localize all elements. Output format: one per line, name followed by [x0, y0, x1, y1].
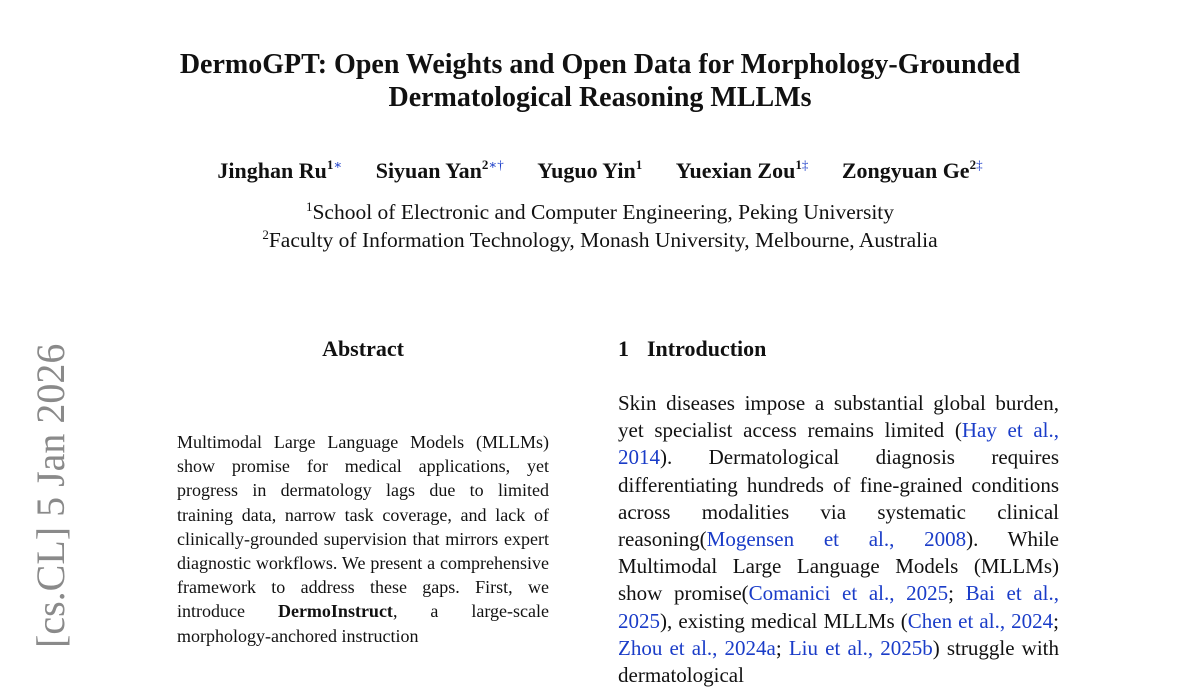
abstract-heading: Abstract [322, 336, 404, 361]
author-note-link[interactable]: ∗† [488, 157, 504, 172]
affiliation-text: Faculty of Information Technology, Monash University, Melbourne, Australia [268, 228, 938, 252]
citation-link[interactable]: Mogensen et al., 2008 [706, 527, 967, 552]
author-name: Zongyuan Ge [841, 158, 970, 183]
abstract-text-cont: , a large-scale morphology-anchored instruction [177, 601, 549, 646]
author-affil-sup: 1 [326, 157, 334, 172]
intro-text: ) struggle with dermatological [618, 635, 1060, 688]
affiliation-sup: 2 [262, 227, 269, 242]
intro-text: ). Dermatological diagnosis requires differentiating hundreds of fine-grained conditions across modalities via systematic clinical reasoning( [618, 445, 1059, 552]
affiliation-sup: 1 [305, 199, 313, 214]
citation-link[interactable]: Zhou et al., 2024a [618, 635, 776, 660]
citation-link[interactable]: Chen et al., 2024 [907, 608, 1054, 633]
citation-link[interactable]: Hay et al., 2014 [618, 418, 1059, 470]
affiliation [0, 226, 1200, 254]
author-affil-sup: 2 [481, 157, 489, 172]
section-heading-introduction [618, 336, 766, 362]
introduction-body [618, 390, 1059, 689]
intro-text: Skin diseases impose a substantial global burden, yet specialist access remains limited ( [618, 391, 1059, 443]
intro-text: ), existing medical MLLMs ( [660, 608, 908, 633]
intro-text: ; [948, 581, 966, 606]
citation-link[interactable]: Bai et al., 2025 [618, 581, 1059, 633]
citation-link[interactable]: Liu et al., 2025b [788, 635, 933, 660]
author-affil-sup: 1 [795, 157, 802, 172]
paper-title [0, 48, 1200, 114]
affiliation-text: School of Electronic and Computer Engineering, Peking University [312, 200, 895, 224]
author-list [0, 156, 1200, 186]
citation-link[interactable]: Comanici et al., 2025 [748, 581, 949, 606]
intro-text: ; [1053, 608, 1060, 633]
title-line-1: DermoGPT: Open Weights and Open Data for Morphology-Grounded [179, 49, 1021, 80]
author [842, 156, 983, 186]
author [676, 156, 809, 186]
abstract-bold-term: DermoInstruct [277, 601, 393, 622]
author-name: Yuguo Yin [537, 158, 636, 183]
abstract-body [177, 430, 549, 648]
author [376, 156, 504, 186]
arxiv-side-stamp: [cs.CL] 5 Jan 2026 [28, 343, 73, 648]
author-affil-sup: 1 [635, 157, 643, 172]
intro-text: ; [775, 635, 789, 660]
author-note-link[interactable]: ∗ [333, 157, 343, 172]
title-line-2: Dermatological Reasoning MLLMs [388, 82, 812, 113]
section-title: Introduction [647, 336, 767, 361]
author [217, 156, 342, 186]
intro-text: ). While Multimodal Large Language Models (MLLMs) show promise( [618, 527, 1059, 606]
section-number: 1 [618, 336, 629, 361]
author-note-link[interactable]: ‡ [976, 157, 983, 172]
affiliations [0, 198, 1200, 254]
author-name: Jinghan Ru [217, 158, 327, 183]
abstract-text: Multimodal Large Language Models (MLLMs) show promise for medical applications, yet progress in dermatology lags due to limited training data, narrow task coverage, and lack of clinically-grounded supervision that mirrors expert diagnostic workflows. We present a comprehensive framework to address these gaps. First, we introduce [177, 432, 549, 622]
affiliation [0, 198, 1200, 226]
author-note-link[interactable]: ‡ [801, 157, 809, 172]
author-name: Yuexian Zou [675, 158, 796, 183]
author-name: Siyuan Yan [375, 158, 482, 183]
author [537, 156, 642, 186]
author-affil-sup: 2 [969, 157, 977, 172]
